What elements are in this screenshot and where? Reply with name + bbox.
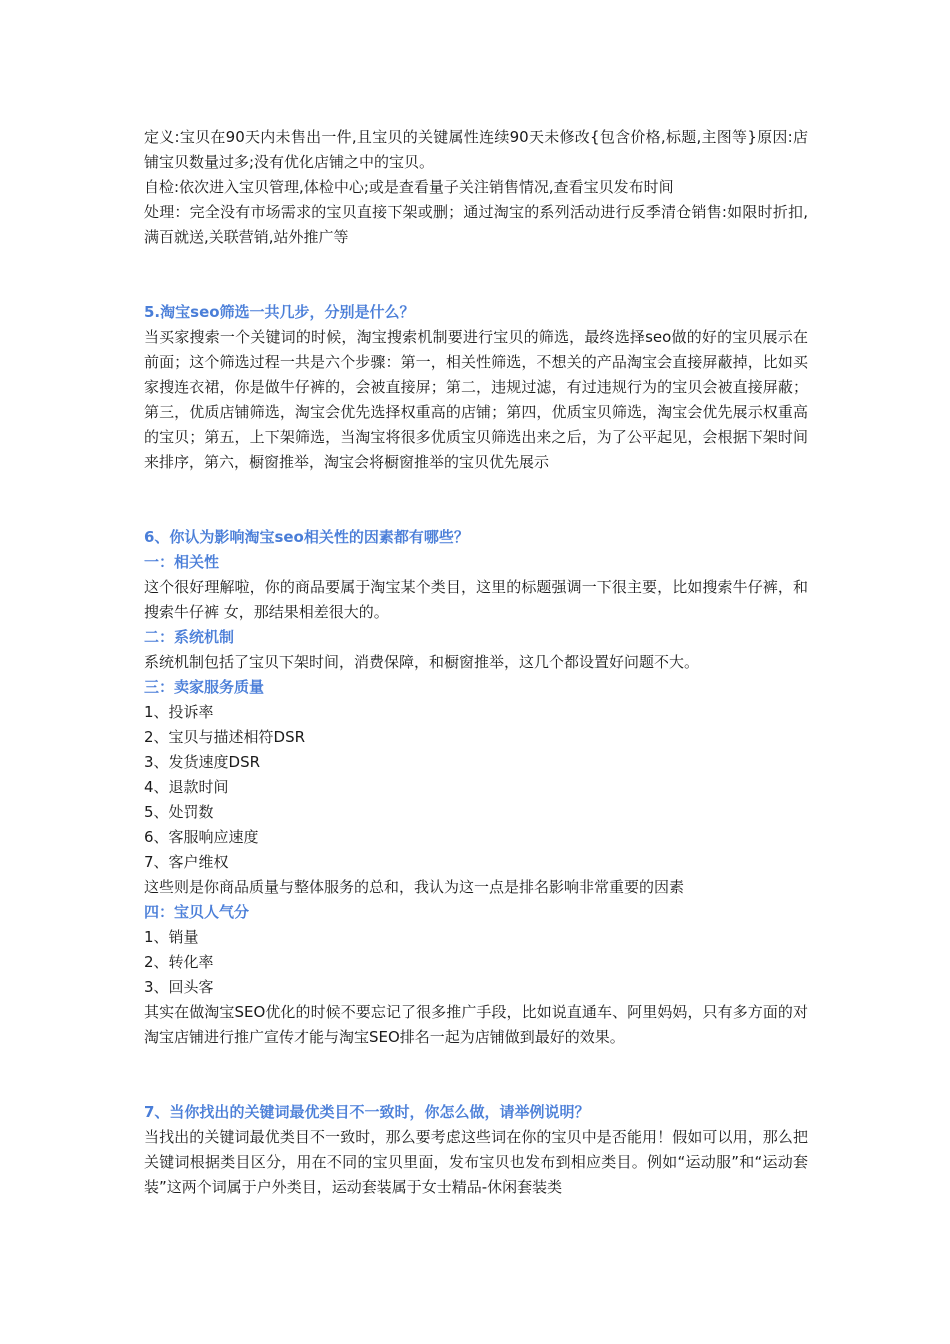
list-item: 4、退款时间 — [144, 778, 229, 796]
question-6-conclusion: 其实在做淘宝SEO优化的时候不要忘记了很多推广手段，比如说直通车、阿里妈妈，只有多方面的对淘宝店铺进行推广宣传才能与淘宝SEO排名一起为店铺做到最好的效果。 — [144, 1003, 808, 1046]
seller-service-summary: 这些则是你商品质量与整体服务的总和，我认为这一点是排名影响非常重要的因素 — [144, 878, 685, 896]
question-7-body: 当找出的关键词最优类目不一致时，那么要考虑这些词在你的宝贝中是否能用！假如可以用，那么把关键词根据类目区分，用在不同的宝贝里面，发布宝贝也发布到相应类目。例如“运动服”和“运动套装”这两个词属于户外类目，运动套装属于女士精品-休闲套装类 — [144, 1128, 808, 1196]
list-item: 2、转化率 — [144, 953, 214, 971]
list-item: 5、处罚数 — [144, 803, 214, 821]
question-5-heading: 5.淘宝seo筛选一共几步，分别是什么？ — [144, 303, 415, 321]
system-mechanism-body: 系统机制包括了宝贝下架时间，消费保障，和橱窗推举，这几个都设置好问题不大。 — [144, 653, 700, 671]
system-mechanism-subheading: 二：系统机制 — [144, 628, 235, 646]
section-gap — [144, 475, 808, 525]
popularity-subheading: 四：宝贝人气分 — [144, 903, 250, 921]
question-6-heading: 6、你认为影响淘宝seo相关性的因素都有哪些？ — [144, 528, 469, 546]
list-item: 3、发货速度DSR — [144, 753, 261, 771]
list-item: 6、客服响应速度 — [144, 828, 259, 846]
seller-service-subheading: 三：卖家服务质量 — [144, 678, 265, 696]
selfcheck-paragraph: 自检:依次进入宝贝管理,体检中心;或是查看量子关注销售情况,查看宝贝发布时间 — [144, 178, 674, 196]
relevance-subheading: 一：相关性 — [144, 553, 220, 571]
document-page — [144, 125, 808, 1200]
definition-paragraph: 定义:宝贝在90天内未售出一件,且宝贝的关键属性连续90天未修改{包含价格,标题,主图等}原因:店铺宝贝数量过多;没有优化店铺之中的宝贝。 — [144, 128, 808, 171]
handling-paragraph: 处理：完全没有市场需求的宝贝直接下架或删；通过淘宝的系列活动进行反季清仓销售:如限时折扣,满百就送,关联营销,站外推广等 — [144, 203, 808, 246]
question-7-heading: 7、当你找出的关键词最优类目不一致时，你怎么做，请举例说明？ — [144, 1103, 590, 1121]
list-item: 1、投诉率 — [144, 703, 214, 721]
relevance-body: 这个很好理解啦，你的商品要属于淘宝某个类目，这里的标题强调一下很主要，比如搜索牛仔裤，和搜索牛仔裤 女，那结果相差很大的。 — [144, 578, 808, 621]
list-item: 7、客户维权 — [144, 853, 229, 871]
question-5-body: 当买家搜索一个关键词的时候，淘宝搜索机制要进行宝贝的筛选，最终选择seo做的好的宝贝展示在前面；这个筛选过程一共是六个步骤：第一，相关性筛选，不想关的产品淘宝会直接屏蔽掉，比如买家搜连衣裙，你是做牛仔裤的，会被直接屏；第二，违规过滤，有过违规行为的宝贝会被直接屏蔽；第三，优质店铺筛选，淘宝会优先选择权重高的店铺；第四，优质宝贝筛选，淘宝会优先展示权重高的宝贝；第五，上下架筛选，当淘宝将很多优质宝贝筛选出来之后，为了公平起见，会根据下架时间来排序，第六，橱窗推举，淘宝会将橱窗推举的宝贝优先展示 — [144, 328, 808, 471]
section-gap — [144, 250, 808, 300]
list-item: 3、回头客 — [144, 978, 214, 996]
section-gap — [144, 1050, 808, 1100]
list-item: 2、宝贝与描述相符DSR — [144, 728, 306, 746]
list-item: 1、销量 — [144, 928, 199, 946]
